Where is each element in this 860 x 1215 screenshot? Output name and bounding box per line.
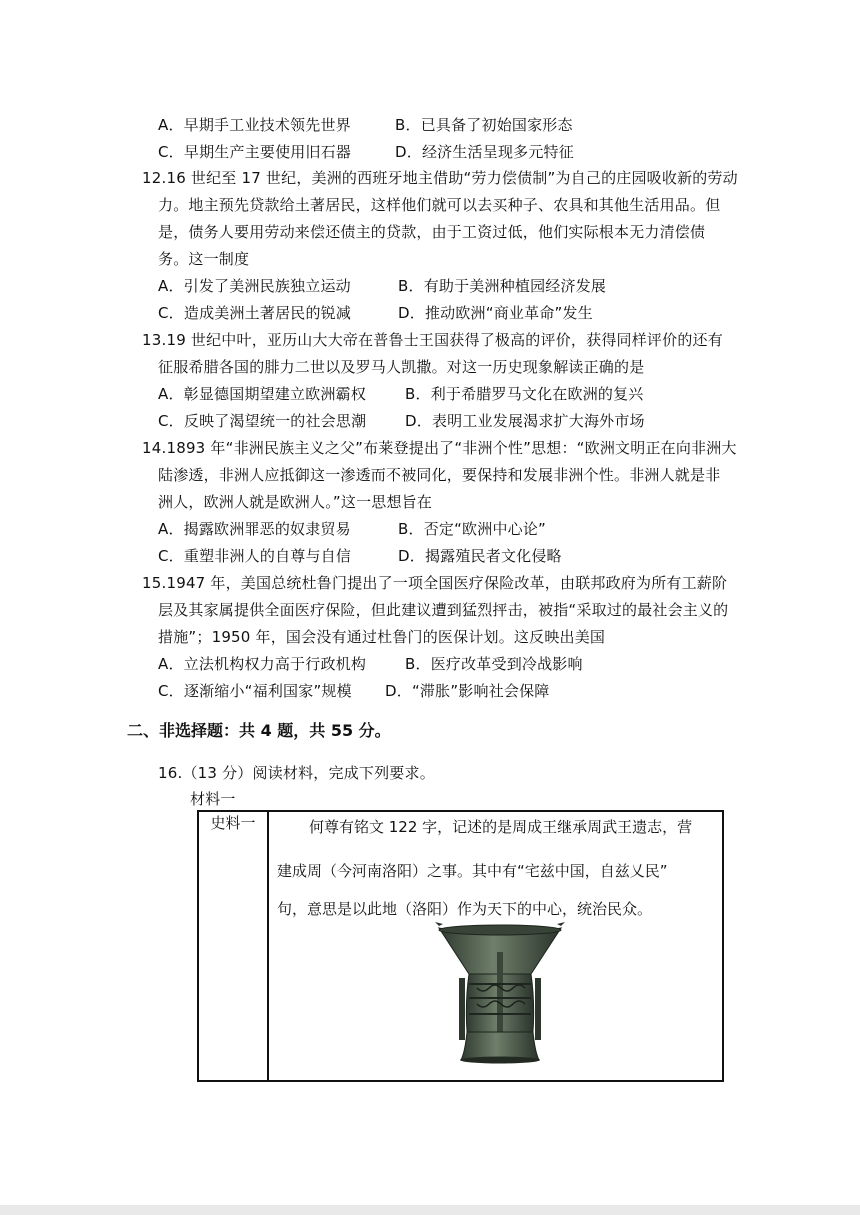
q12-stem-line2: 力。地主预先贷款给土著居民，这样他们就可以去买种子、农具和其他生活用品。但 (158, 196, 721, 214)
source-body (268, 811, 723, 1081)
q11-option-b: B．已具备了初始国家形态 (395, 116, 573, 134)
q14-option-b: B．否定“欧洲中心论” (398, 520, 547, 538)
q12-option-a: A．引发了美洲民族独立运动 (158, 277, 351, 295)
q12-option-d: D．推动欧洲“商业革命”发生 (398, 304, 593, 322)
q13-stem-line2: 征服希腊各国的腓力二世以及罗马人凯撒。对这一历史现象解读正确的是 (158, 358, 645, 376)
source-text-line2: 建成周（今河南洛阳）之事。其中有“宅兹中国，自兹乂民” (277, 862, 668, 880)
q12-stem-line3: 是，债务人要用劳动来偿还债主的贷款，由于工资过低，他们实际根本无力清偿债 (158, 223, 706, 241)
q14-option-c: C．重塑非洲人的自尊与自信 (158, 547, 352, 565)
source-text-line1: 何尊有铭文 122 字，记述的是周成王继承周武王遗志，营 (309, 818, 693, 836)
q13-option-b: B．利于希腊罗马文化在欧洲的复兴 (405, 385, 644, 403)
q11-option-a: A．早期手工业技术领先世界 (158, 116, 351, 134)
q12-stem-line4: 务。这一制度 (158, 250, 250, 268)
q11-option-c: C．早期生产主要使用旧石器 (158, 143, 352, 161)
q11-option-d: D．经济生活呈现多元特征 (395, 143, 574, 161)
page-bottom-edge (0, 1205, 860, 1215)
q14-stem-line3: 洲人，欧洲人就是欧洲人。”这一思想旨在 (158, 493, 433, 511)
q14-stem-line1: 14.1893 年“非洲民族主义之父”布莱登提出了“非洲个性”思想：“欧洲文明正在向非洲大 (142, 439, 737, 457)
q13-option-d: D．表明工业发展渴求扩大海外市场 (405, 412, 645, 430)
source-label: 史料一 (198, 811, 268, 1081)
section-2-title: 二、非选择题：共 4 题，共 55 分。 (127, 721, 391, 740)
q15-option-a: A．立法机构权力高于行政机构 (158, 655, 367, 673)
he-zun-bronze-vessel-image (435, 922, 565, 1064)
q15-option-c: C．逐渐缩小“福利国家”规模 (158, 682, 352, 700)
q12-option-b: B．有助于美洲种植园经济发展 (398, 277, 607, 295)
q14-option-a: A．揭露欧洲罪恶的奴隶贸易 (158, 520, 351, 538)
q14-stem-line2: 陆渗透，非洲人应抵御这一渗透而不被同化，要保持和发展非洲个性。非洲人就是非 (158, 466, 721, 484)
q15-stem-line1: 15.1947 年，美国总统杜鲁门提出了一项全国医疗保险改革，由联邦政府为所有工薪阶 (142, 574, 728, 592)
q15-option-d: D．“滞胀”影响社会保障 (385, 682, 550, 700)
q12-stem-line1: 12.16 世纪至 17 世纪，美洲的西班牙地主借助“劳力偿债制”为自己的庄园吸收新的劳动 (142, 169, 738, 187)
q12-option-c: C．造成美洲土著居民的锐减 (158, 304, 352, 322)
source-text-line3: 句，意思是以此地（洛阳）作为天下的中心，统治民众。 (277, 900, 653, 918)
q14-option-d: D．揭露殖民者文化侵略 (398, 547, 562, 565)
q13-option-c: C．反映了渴望统一的社会思潮 (158, 412, 367, 430)
material-table (197, 810, 724, 1082)
q16-heading: 16.（13 分）阅读材料，完成下列要求。 (158, 764, 435, 782)
material-1-label: 材料一 (190, 790, 236, 808)
q15-stem-line3: 措施”；1950 年，国会没有通过杜鲁门的医保计划。这反映出美国 (158, 628, 606, 646)
q13-option-a: A．彰显德国期望建立欧洲霸权 (158, 385, 367, 403)
q13-stem-line1: 13.19 世纪中叶，亚历山大大帝在普鲁士王国获得了极高的评价，获得同样评价的还有 (142, 331, 723, 349)
q15-stem-line2: 层及其家属提供全面医疗保险，但此建议遭到猛烈抨击，被指“采取过的最社会主义的 (158, 601, 729, 619)
q15-option-b: B．医疗改革受到冷战影响 (405, 655, 583, 673)
